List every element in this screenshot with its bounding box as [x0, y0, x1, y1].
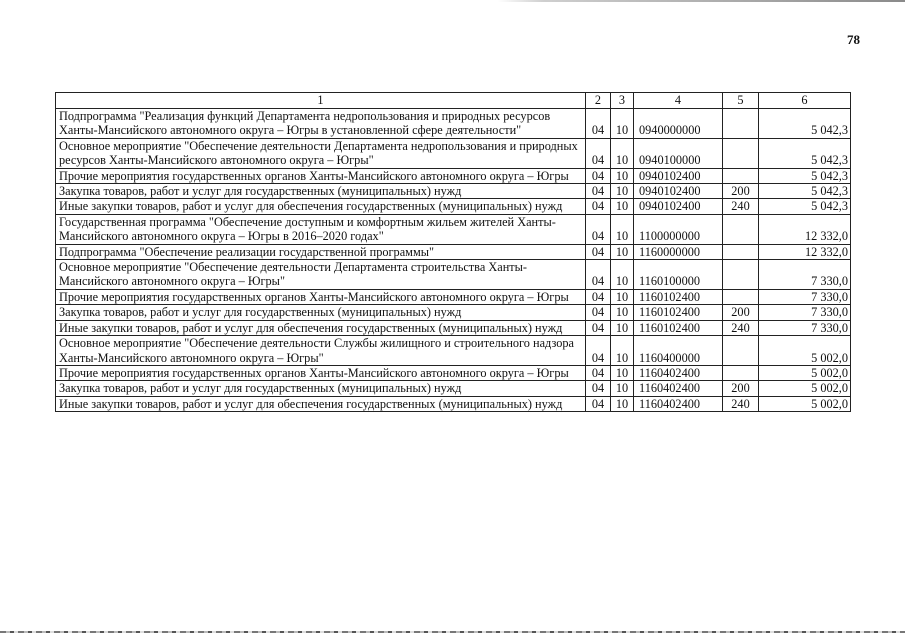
row-section-cell: 04 — [586, 244, 611, 259]
row-expense-type-cell: 240 — [723, 199, 759, 214]
row-subsection-cell: 10 — [611, 336, 634, 366]
row-section-cell: 04 — [586, 320, 611, 335]
row-amount-cell: 7 330,0 — [759, 320, 851, 335]
row-name-cell: Иные закупки товаров, работ и услуг для обеспечения государственных (муниципальных) нужд — [56, 396, 586, 411]
table-row — [56, 138, 851, 168]
row-name-cell: Основное мероприятие "Обеспечение деятельности Департамента строительства Ханты-Мансийского автономного округа – Югры" — [56, 260, 586, 290]
row-expense-type-cell — [723, 138, 759, 168]
row-subsection-cell: 10 — [611, 305, 634, 320]
row-target-article-cell: 1160102400 — [634, 305, 723, 320]
table-row — [56, 244, 851, 259]
row-amount-cell: 5 002,0 — [759, 396, 851, 411]
row-target-article-cell: 0940102400 — [634, 199, 723, 214]
row-amount-cell: 7 330,0 — [759, 305, 851, 320]
scan-edge-top — [0, 0, 905, 2]
row-subsection-cell: 10 — [611, 109, 634, 139]
row-expense-type-cell: 200 — [723, 305, 759, 320]
row-name-cell: Прочие мероприятия государственных органов Ханты-Мансийского автономного округа – Югры — [56, 365, 586, 380]
row-amount-cell: 5 042,3 — [759, 138, 851, 168]
table-row — [56, 381, 851, 396]
table-body — [56, 93, 851, 412]
table-row — [56, 260, 851, 290]
row-target-article-cell: 1160100000 — [634, 260, 723, 290]
row-target-article-cell: 0940000000 — [634, 109, 723, 139]
row-expense-type-cell — [723, 244, 759, 259]
row-subsection-cell: 10 — [611, 381, 634, 396]
row-name-cell: Подпрограмма "Обеспечение реализации государственной программы" — [56, 244, 586, 259]
row-subsection-cell: 10 — [611, 396, 634, 411]
column-header: 1 — [56, 93, 586, 109]
row-expense-type-cell — [723, 214, 759, 244]
row-name-cell: Закупка товаров, работ и услуг для государственных (муниципальных) нужд — [56, 305, 586, 320]
row-subsection-cell: 10 — [611, 365, 634, 380]
row-subsection-cell: 10 — [611, 138, 634, 168]
table-row — [56, 184, 851, 199]
row-name-cell: Закупка товаров, работ и услуг для государственных (муниципальных) нужд — [56, 381, 586, 396]
row-subsection-cell: 10 — [611, 260, 634, 290]
row-name-cell: Закупка товаров, работ и услуг для государственных (муниципальных) нужд — [56, 184, 586, 199]
row-subsection-cell: 10 — [611, 168, 634, 183]
row-amount-cell: 7 330,0 — [759, 260, 851, 290]
row-subsection-cell: 10 — [611, 320, 634, 335]
row-amount-cell: 12 332,0 — [759, 214, 851, 244]
row-name-cell: Иные закупки товаров, работ и услуг для обеспечения государственных (муниципальных) нужд — [56, 199, 586, 214]
row-target-article-cell: 0940102400 — [634, 168, 723, 183]
row-expense-type-cell — [723, 260, 759, 290]
row-target-article-cell: 1160000000 — [634, 244, 723, 259]
row-target-article-cell: 0940100000 — [634, 138, 723, 168]
row-target-article-cell: 0940102400 — [634, 184, 723, 199]
row-name-cell: Государственная программа "Обеспечение доступным и комфортным жильем жителей Ханты-Мансийского автономного округа – Югры в 2016–2020 годах" — [56, 214, 586, 244]
row-subsection-cell: 10 — [611, 214, 634, 244]
table-row — [56, 289, 851, 304]
table-row — [56, 199, 851, 214]
row-name-cell: Прочие мероприятия государственных органов Ханты-Мансийского автономного округа – Югры — [56, 168, 586, 183]
table-row — [56, 214, 851, 244]
table-row — [56, 109, 851, 139]
row-amount-cell: 5 042,3 — [759, 199, 851, 214]
row-section-cell: 04 — [586, 365, 611, 380]
row-expense-type-cell — [723, 336, 759, 366]
row-amount-cell: 12 332,0 — [759, 244, 851, 259]
column-header: 2 — [586, 93, 611, 109]
row-name-cell: Подпрограмма "Реализация функций Департамента недропользования и природных ресурсов Ханты-Мансийского автономного округа – Югры в установленной сфере деятельности" — [56, 109, 586, 139]
row-name-cell: Иные закупки товаров, работ и услуг для обеспечения государственных (муниципальных) нужд — [56, 320, 586, 335]
row-section-cell: 04 — [586, 381, 611, 396]
row-expense-type-cell — [723, 289, 759, 304]
table-row — [56, 365, 851, 380]
column-header: 5 — [723, 93, 759, 109]
table-header-row — [56, 93, 851, 109]
row-name-cell: Прочие мероприятия государственных органов Ханты-Мансийского автономного округа – Югры — [56, 289, 586, 304]
table-row — [56, 396, 851, 411]
table-row — [56, 168, 851, 183]
row-amount-cell: 7 330,0 — [759, 289, 851, 304]
row-expense-type-cell — [723, 109, 759, 139]
column-header: 3 — [611, 93, 634, 109]
row-name-cell: Основное мероприятие "Обеспечение деятельности Департамента недропользования и природных ресурсов Ханты-Мансийского автономного округа – Югры" — [56, 138, 586, 168]
row-amount-cell: 5 002,0 — [759, 336, 851, 366]
row-amount-cell: 5 042,3 — [759, 109, 851, 139]
row-section-cell: 04 — [586, 199, 611, 214]
row-section-cell: 04 — [586, 260, 611, 290]
row-expense-type-cell: 200 — [723, 381, 759, 396]
row-section-cell: 04 — [586, 214, 611, 244]
column-header: 6 — [759, 93, 851, 109]
row-section-cell: 04 — [586, 396, 611, 411]
row-amount-cell: 5 002,0 — [759, 381, 851, 396]
table-row — [56, 320, 851, 335]
row-section-cell: 04 — [586, 168, 611, 183]
page-number: 78 — [847, 32, 860, 47]
row-expense-type-cell — [723, 365, 759, 380]
row-subsection-cell: 10 — [611, 199, 634, 214]
row-target-article-cell: 1160402400 — [634, 365, 723, 380]
row-section-cell: 04 — [586, 184, 611, 199]
row-amount-cell: 5 042,3 — [759, 168, 851, 183]
row-target-article-cell: 1160102400 — [634, 289, 723, 304]
budget-table — [55, 92, 851, 412]
row-section-cell: 04 — [586, 138, 611, 168]
row-subsection-cell: 10 — [611, 184, 634, 199]
row-target-article-cell: 1160102400 — [634, 320, 723, 335]
row-target-article-cell: 1160402400 — [634, 396, 723, 411]
row-subsection-cell: 10 — [611, 244, 634, 259]
row-target-article-cell: 1100000000 — [634, 214, 723, 244]
row-amount-cell: 5 042,3 — [759, 184, 851, 199]
row-section-cell: 04 — [586, 336, 611, 366]
scan-edge-bottom — [0, 631, 905, 633]
row-amount-cell: 5 002,0 — [759, 365, 851, 380]
table-row — [56, 305, 851, 320]
row-target-article-cell: 1160402400 — [634, 381, 723, 396]
row-section-cell: 04 — [586, 109, 611, 139]
row-expense-type-cell — [723, 168, 759, 183]
row-expense-type-cell: 200 — [723, 184, 759, 199]
row-name-cell: Основное мероприятие "Обеспечение деятельности Службы жилищного и строительного надзора Ханты-Мансийского автономного округа – Югры" — [56, 336, 586, 366]
column-header: 4 — [634, 93, 723, 109]
row-target-article-cell: 1160400000 — [634, 336, 723, 366]
row-subsection-cell: 10 — [611, 289, 634, 304]
row-expense-type-cell: 240 — [723, 396, 759, 411]
row-section-cell: 04 — [586, 289, 611, 304]
row-expense-type-cell: 240 — [723, 320, 759, 335]
row-section-cell: 04 — [586, 305, 611, 320]
table-row — [56, 336, 851, 366]
